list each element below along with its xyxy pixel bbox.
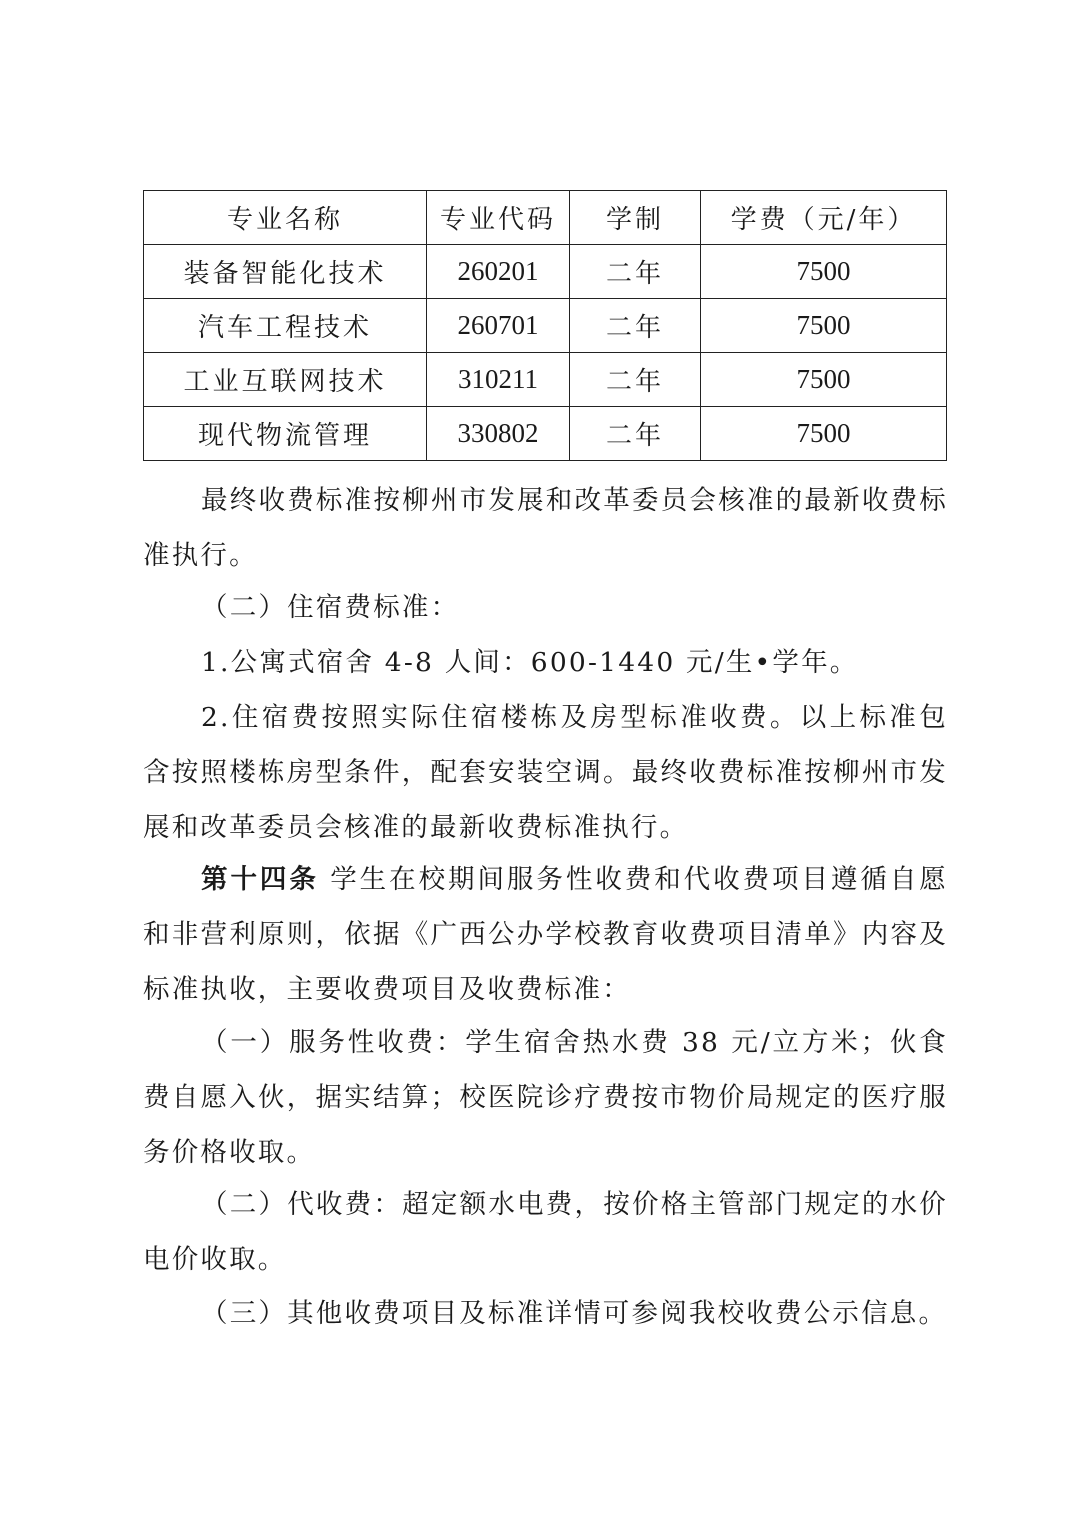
cell-duration: 二年 [570, 407, 701, 461]
article-fourteen [143, 852, 948, 1017]
cell-tuition: 7500 [701, 245, 947, 299]
table-row [144, 407, 947, 461]
collection-fee-item: （二）代收费：超定额水电费，按价格主管部门规定的水价电价收取。 [143, 1189, 948, 1275]
cell-major-code: 260701 [427, 299, 570, 353]
article-body: 学生在校期间服务性收费和代收费项目遵循自愿和非营利原则，依据《广西公办学校教育收费项目清单》内容及标准执收，主要收费项目及收费标准： [143, 864, 948, 1005]
article-number: 第十四条 [201, 864, 319, 895]
table-row [144, 353, 947, 407]
cell-major-name: 现代物流管理 [144, 407, 427, 461]
cell-duration: 二年 [570, 353, 701, 407]
header-duration: 学制 [570, 191, 701, 245]
table-row [144, 245, 947, 299]
cell-major-name: 装备智能化技术 [144, 245, 427, 299]
cell-major-name: 汽车工程技术 [144, 299, 427, 353]
accommodation-fee-heading: （二）住宿费标准： [201, 592, 460, 623]
header-major-code: 专业代码 [427, 191, 570, 245]
table-header-row [144, 191, 947, 245]
cell-major-code: 260201 [427, 245, 570, 299]
accommodation-fee-detail: 2.住宿费按照实际住宿楼栋及房型标准收费。以上标准包含按照楼栋房型条件，配套安装空调。最终收费标准按柳州市发展和改革委员会核准的最新收费标准执行。 [143, 702, 948, 843]
service-fee-item: （一）服务性收费：学生宿舍热水费 38 元/立方米；伙食费自愿入伙，据实结算；校医院诊疗费按市物价局规定的医疗服务价格收取。 [143, 1027, 948, 1168]
dormitory-fee-item: 1.公寓式宿舍 4-8 人间：600-1440 元/生•学年。 [201, 647, 859, 678]
cell-major-name: 工业互联网技术 [144, 353, 427, 407]
cell-duration: 二年 [570, 299, 701, 353]
tuition-fee-table [143, 190, 947, 461]
header-major-name: 专业名称 [144, 191, 427, 245]
cell-major-code: 330802 [427, 407, 570, 461]
cell-tuition: 7500 [701, 299, 947, 353]
table-row [144, 299, 947, 353]
cell-tuition: 7500 [701, 407, 947, 461]
other-fee-item: （三）其他收费项目及标准详情可参阅我校收费公示信息。 [201, 1298, 948, 1329]
cell-major-code: 310211 [427, 353, 570, 407]
fee-standard-note: 最终收费标准按柳州市发展和改革委员会核准的最新收费标准执行。 [143, 485, 948, 571]
cell-tuition: 7500 [701, 353, 947, 407]
header-tuition: 学费（元/年） [701, 191, 947, 245]
cell-duration: 二年 [570, 245, 701, 299]
